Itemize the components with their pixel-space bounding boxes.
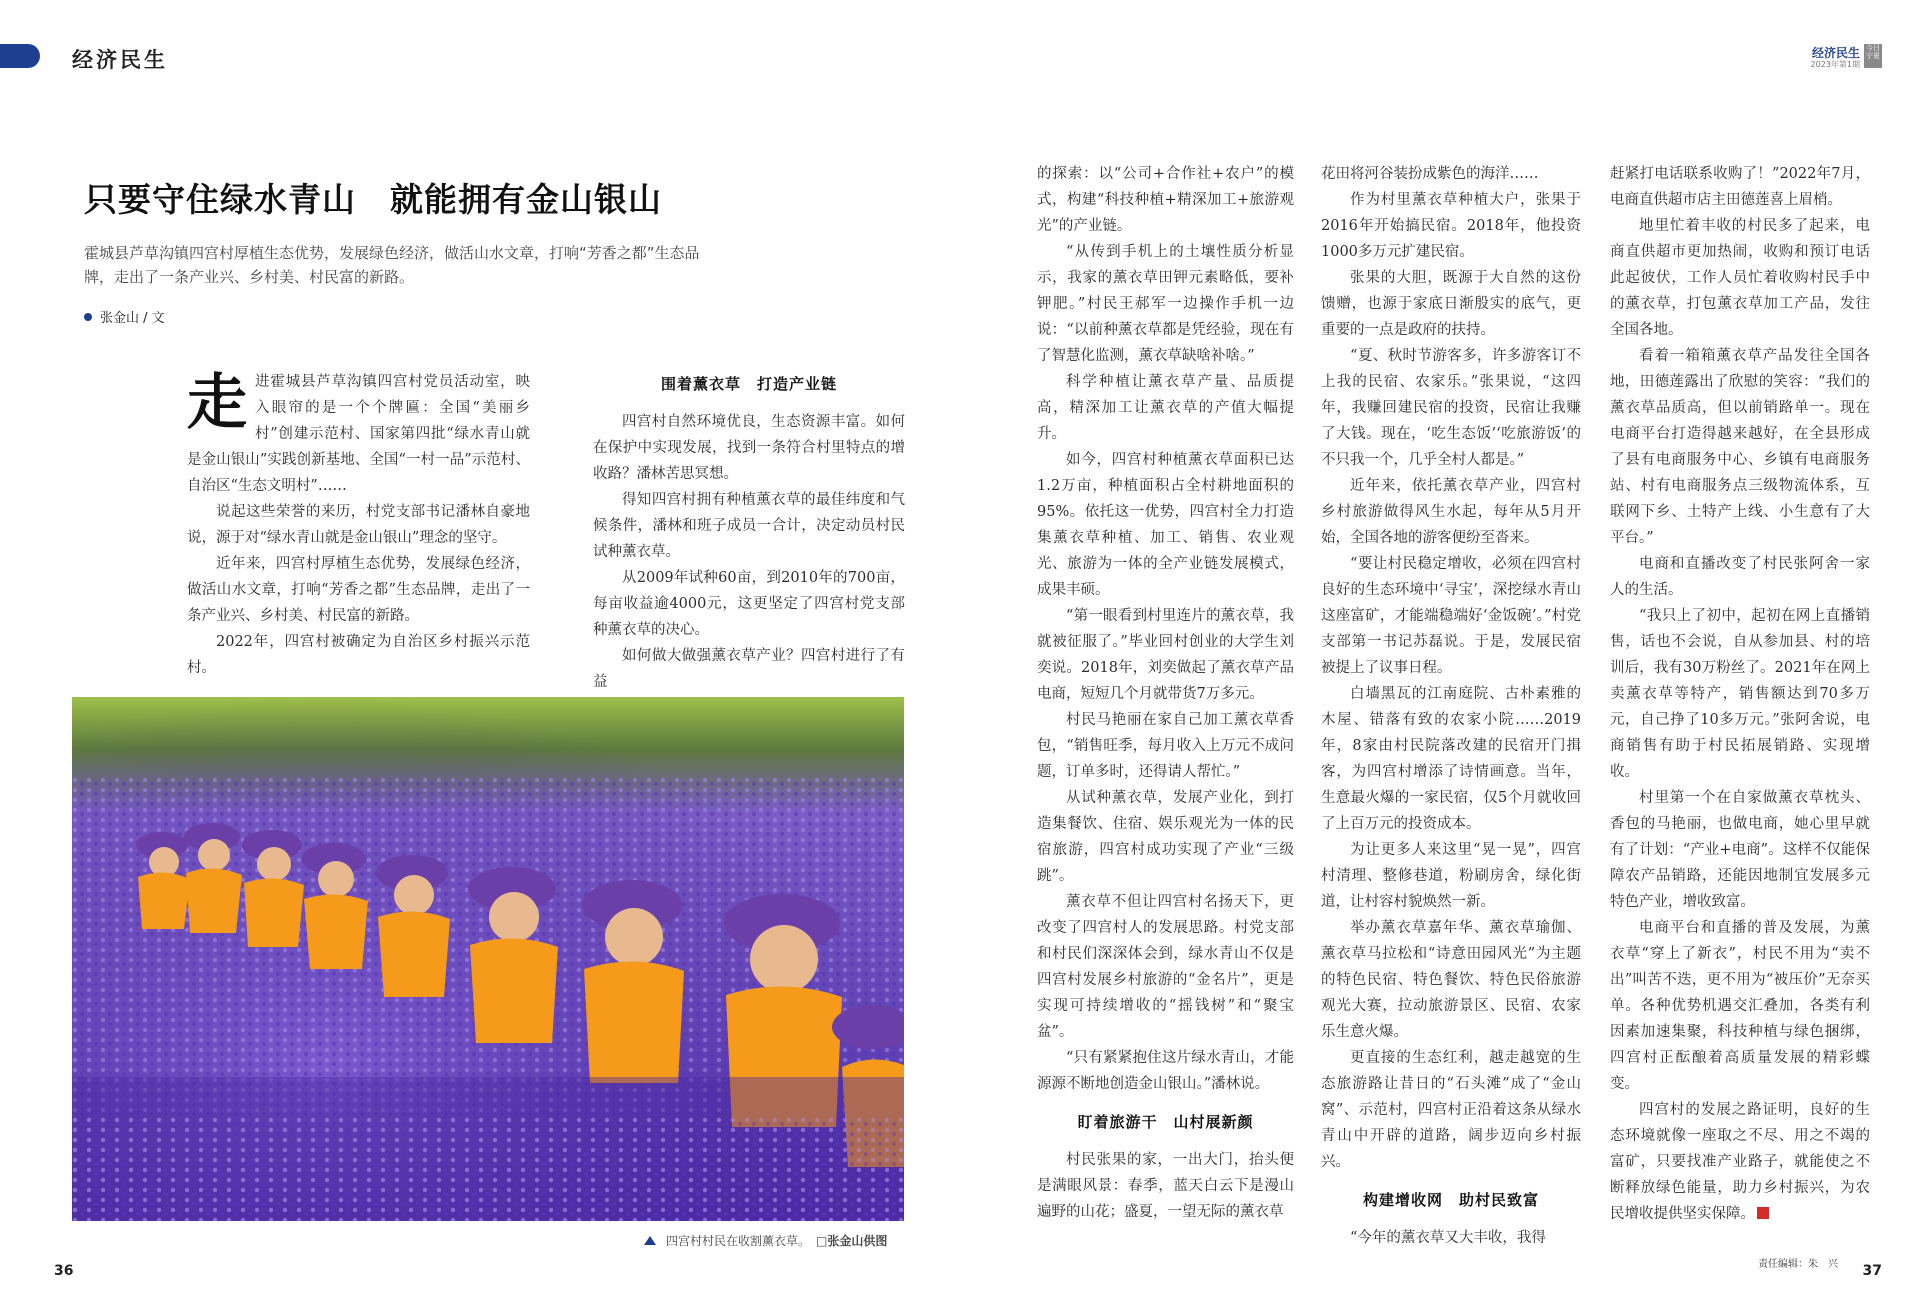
paragraph: 张果的大胆，既源于大自然的这份馈赠，也源于家底日渐殷实的底气，更重要的一点是政府的扶持。 — [1321, 270, 1581, 338]
paragraph: 村民张果的家，一出大门，抬头便是满眼风景：春季，蓝天白云下是漫山遍野的山花；盛夏，一望无际的薰衣草 — [1037, 1152, 1294, 1220]
author-name: 张金山 / 文 — [100, 311, 165, 326]
paragraph — [1610, 1097, 1870, 1227]
paragraph: 更直接的生态红利，越走越宽的生态旅游路让昔日的“石头滩”成了“金山窝”、示范村，四宫村正沿着这条从绿水青山中开辟的道路，阔步迈向乡村振兴。 — [1321, 1050, 1581, 1170]
byline-dot — [84, 313, 92, 321]
end-mark-icon — [1757, 1207, 1769, 1219]
photo-illustration — [72, 697, 904, 1221]
paragraph: “第一眼看到村里连片的薰衣草，我就被征服了。”毕业回村创业的大学生刘奕说。2018年，刘奕做起了薰衣草产品电商，短短几个月就带货7万多元。 — [1037, 608, 1294, 702]
paragraph: 四宫村自然环境优良，生态资源丰富。如何在保护中实现发展，找到一条符合村里特点的增收路？潘林苦思冥想。 — [593, 414, 905, 482]
paragraph: 近年来，依托薰衣草产业，四宫村乡村旅游做得风生水起，每年从5月开始，全国各地的游客便纷至沓来。 — [1321, 478, 1581, 546]
paragraph: 电商平台和直播的普及发展，为薰衣草“穿上了新衣”，村民不用为“卖不出”叫苦不迭，更不用为“被压价”无奈买单。各种优势机遇交汇叠加，各类有利因素加速集聚，科技种植与绿色捆绑，四宫村正酝酿着高质量发展的精彩蝶变。 — [1610, 920, 1870, 1092]
drop-cap: 走 — [187, 368, 247, 438]
magazine-badge: 今日宁夏 — [1864, 44, 1882, 68]
photo-caption — [644, 1232, 887, 1249]
photo-credit: □张金山供图 — [816, 1234, 888, 1248]
paragraph: “今年的薰衣草又大丰收，我得 — [1350, 1230, 1546, 1246]
caption-text: 四宫村村民在收割薰衣草。 — [666, 1234, 811, 1248]
paragraph: “要让村民稳定增收，必须在四宫村良好的生态环境中‘寻宝’，深挖绿水青山这座富矿，才能端稳端好‘金饭碗’。”村党支部第一书记苏磊说。于是，发展民宿被提上了议事日程。 — [1321, 556, 1581, 676]
paragraph: 作为村里薰衣草种植大户，张果于2016年开始搞民宿。2018年，他投资1000多万元扩建民宿。 — [1321, 192, 1581, 260]
section-title-left: 经济民生 — [72, 47, 168, 72]
page-number-right: 37 — [1862, 1263, 1882, 1279]
column-5 — [1610, 161, 1870, 1227]
paragraph: 地里忙着丰收的村民多了起来，电商直供超市更加热闹，收购和预订电话此起彼伏，工作人员忙着收购村民手中的薰衣草，打包薰衣草加工产品，发往全国各地。 — [1610, 218, 1870, 338]
final-paragraph-text: 四宫村的发展之路证明，良好的生态环境就像一座取之不尽、用之不竭的富矿，只要找准产业路子，就能使之不断释放绿色能量，助力乡村振兴，为农民增收提供坚实保障。 — [1610, 1102, 1870, 1222]
paragraph: 的探索：以“公司+合作社+农户”的模式，构建“科技种植+精深加工+旅游观光”的产业链。 — [1037, 166, 1294, 234]
paragraph: 村里第一个在自家做薰衣草枕头、香包的马艳丽，也做电商，她心里早就有了计划：“产业+电商”。这样不仅能保障农产品销路，还能因地制宜发展多元特色产业，增收致富。 — [1610, 790, 1870, 910]
paragraph: “我只上了初中，起初在网上直播销售，话也不会说，自从参加县、村的培训后，我有30万粉丝了。2021年在网上卖薰衣草等特产，销售额达到70多万元，自己挣了10多万元。”张阿舍说，电商销售有助于村民拓展销路、实现增收。 — [1610, 608, 1870, 780]
paragraph: 赶紧打电话联系收购了！”2022年7月，电商直供超市店主田德莲喜上眉梢。 — [1610, 166, 1870, 208]
paragraph: 村民马艳丽在家自己加工薰衣草香包，“销售旺季，每月收入上万元不成问题，订单多时，还得请人帮忙。” — [1037, 712, 1294, 780]
article-title: 只要守住绿水青山 就能拥有金山银山 — [84, 180, 662, 219]
paragraph: 得知四宫村拥有种植薰衣草的最佳纬度和气候条件，潘林和班子成员一合计，决定动员村民试种薰衣草。 — [593, 492, 905, 560]
paragraph: 为让更多人来这里“晃一晃”，四宫村清理、整修巷道，粉刷房舍，绿化街道，让村容村貌焕然一新。 — [1321, 842, 1581, 910]
paragraph: 近年来，四宫村厚植生态优势，发展绿色经济，做活山水文章，打响“芳香之都”生态品牌，走出了一条产业兴、乡村美、村民富的新路。 — [187, 556, 530, 624]
paragraph: “只有紧紧抱住这片绿水青山，才能源源不断地创造金山银山。”潘林说。 — [1037, 1050, 1294, 1092]
paragraph: 说起这些荣誉的来历，村党支部书记潘林自豪地说，源于对“绿水青山就是金山银山”理念的坚守。 — [187, 504, 530, 546]
paragraph: “从传到手机上的土壤性质分析显示，我家的薰衣草田钾元素略低，要补钾肥。”村民王郝军一边操作手机一边说：“以前种薰衣草都是凭经验，现在有了智慧化监测，薰衣草缺啥补啥。” — [1037, 244, 1294, 364]
paragraph: 花田将河谷装扮成紫色的海洋…… — [1321, 166, 1539, 182]
paragraph: “夏、秋时节游客多，许多游客订不上我的民宿、农家乐。”张果说，“这四年，我赚回建民宿的投资，民宿让我赚了大钱。现在，‘吃生态饭’‘吃旅游饭’的不只我一个，几乎全村人都是。” — [1321, 348, 1581, 468]
column-4 — [1321, 161, 1581, 1251]
paragraph: 进霍城县芦草沟镇四宫村党员活动室，映入眼帘的是一个个牌匾：全国“美丽乡村”创建示范村、国家第四批“绿水青山就是金山银山”实践创新基地、全国“一村一品”示范村、自治区“生态文明村”…… — [187, 374, 530, 494]
paragraph: 从2009年试种60亩，到2010年的700亩，每亩收益逾4000元，这更坚定了四宫村党支部种薰衣草的决心。 — [593, 570, 905, 638]
article-lead: 霍城县芦草沟镇四宫村厚植生态优势，发展绿色经济，做活山水文章，打响“芳香之都”生态品牌，走出了一条产业兴、乡村美、村民富的新路。 — [84, 244, 700, 286]
paragraph: 举办薰衣草嘉年华、薰衣草瑜伽、薰衣草马拉松和“诗意田园风光”为主题的特色民宿、特色餐饮、特色民俗旅游观光大赛，拉动旅游景区、民宿、农家乐生意火爆。 — [1321, 920, 1581, 1040]
subheading-income: 构建增收网 助村民致富 — [1362, 1191, 1539, 1209]
paragraph: 如何做大做强薰衣草产业？四宫村进行了有益 — [593, 648, 905, 690]
paragraph: 看着一箱箱薰衣草产品发往全国各地，田德莲露出了欣慰的笑容：“我们的薰衣草品质高，但以前销路单一。现在电商平台打造得越来越好，在全县形成了县有电商服务中心、乡镇有电商服务站、村有电商服务点三级物流体系，互联网下乡、土特产上线、小生意有了大平台。” — [1610, 348, 1870, 546]
subheading-tourism: 盯着旅游干 山村展新颜 — [1077, 1113, 1254, 1131]
responsible-editor: 责任编辑：朱 兴 — [1758, 1259, 1838, 1270]
lavender-harvest-photo — [72, 697, 904, 1221]
paragraph: 科学种植让薰衣草产量、品质提高，精深加工让薰衣草的产值大幅提升。 — [1037, 374, 1294, 442]
running-header-right — [1782, 44, 1882, 68]
author-byline — [84, 307, 165, 326]
page-number-left: 36 — [54, 1263, 74, 1279]
caption-triangle-icon — [644, 1236, 656, 1245]
column-3 — [1037, 161, 1294, 1225]
issue-label: 2023年第1期 — [1810, 60, 1860, 69]
paragraph: 电商和直播改变了村民张阿舍一家人的生活。 — [1610, 556, 1870, 598]
paragraph: 2022年，四宫村被确定为自治区乡村振兴示范村。 — [187, 634, 530, 676]
paragraph: 如今，四宫村种植薰衣草面积已达1.2万亩，种植面积占全村耕地面积的95%。依托这一优势，四宫村全力打造集薰衣草种植、加工、销售、农业观光、旅游为一体的全产业链发展模式，成果丰硕。 — [1037, 452, 1294, 598]
subheading-lavender: 围着薰衣草 打造产业链 — [660, 375, 837, 393]
column-1 — [187, 369, 530, 681]
section-title-right: 经济民生 — [1811, 46, 1860, 60]
paragraph: 薰衣草不但让四宫村名扬天下，更改变了四宫村人的发展思路。村党支部和村民们深深体会到，绿水青山不仅是四宫村发展乡村旅游的“金名片”，更是实现可持续增收的“摇钱树”和“聚宝盆”。 — [1037, 894, 1294, 1040]
section-tab-marker — [0, 44, 40, 68]
paragraph: 从试种薰衣草，发展产业化，到打造集餐饮、住宿、娱乐观光为一体的民宿旅游，四宫村成功实现了产业“三级跳”。 — [1037, 790, 1294, 884]
column-2 — [593, 369, 905, 695]
paragraph: 白墙黑瓦的江南庭院、古朴素雅的木屋、错落有致的农家小院……2019年，8家由村民院落改建的民宿开门揖客，为四宫村增添了诗情画意。当年，生意最火爆的一家民宿，仅5个月就收回了上百万元的投资成本。 — [1321, 686, 1581, 832]
